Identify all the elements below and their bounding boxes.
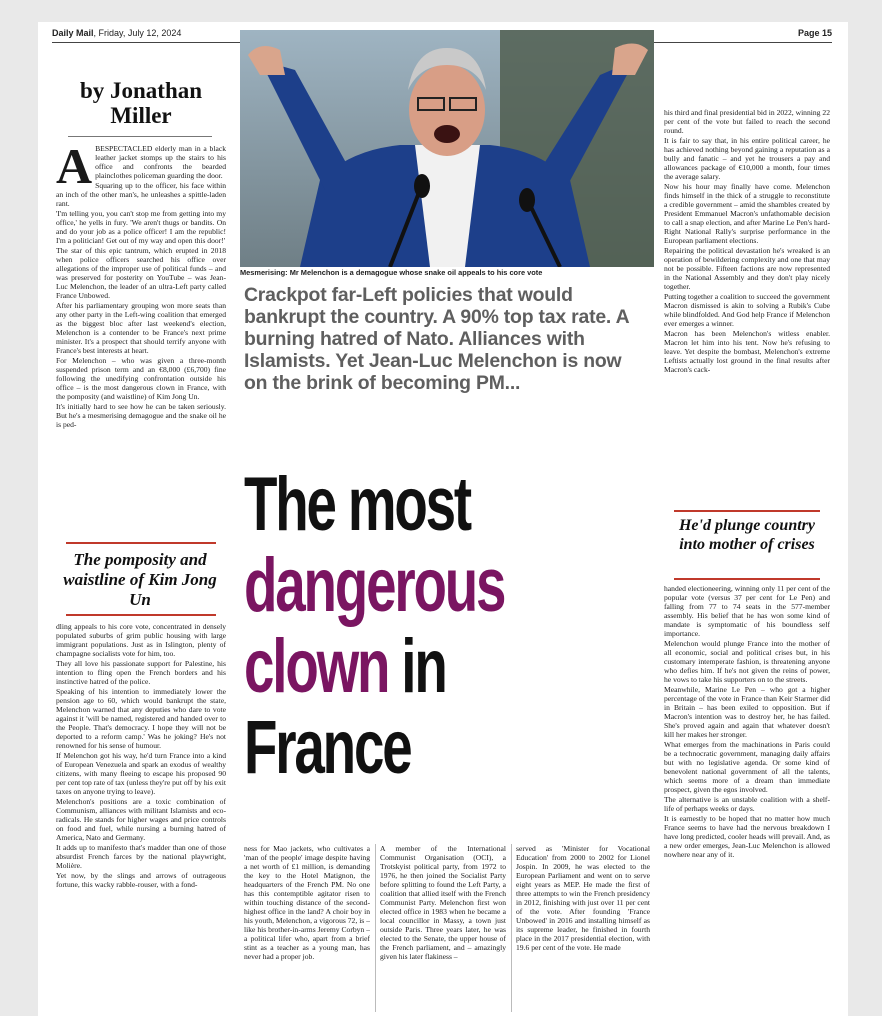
- article-column-bottom-3: [516, 844, 650, 1016]
- paragraph: What emerges from the machinations in Paris could be a technocratic government, managing daily affairs but with no legislative agenda. Or some kind of benevolent national government of all the talents, which seems more of a dream than immediate prospect, given the egos involved.: [664, 740, 830, 794]
- paragraph: dling appeals to his core vote, concentrated in densely populated suburbs of grim public housing with large immigrant populations. Just as in Islington, plenty of champagne socialists vote for him, too.: [56, 622, 226, 658]
- headline-line-2: dangerous: [244, 543, 505, 628]
- paragraph: It's initially hard to see how he can be taken seriously. But he's a mesmerising demagogue and the snake oil he is ped-: [56, 402, 226, 429]
- masthead-paper: Daily Mail: [52, 28, 94, 38]
- article-photo: [240, 30, 654, 267]
- photo-illustration: [240, 30, 654, 267]
- pullquote-left: The pomposity and waistline of Kim Jong Un: [63, 550, 217, 609]
- pullquote-right: He'd plunge country into mother of crises: [678, 517, 815, 553]
- paragraph: For Melenchon – who was given a three-month suspended prison term and an €8,000 (£6,700) fine following the unedifying confrontation outside his office – is the most dangerous clown in France, with the pomposity (and waistline) of Kim Jong Un.: [56, 356, 226, 401]
- masthead-date: Friday, July 12, 2024: [98, 28, 182, 38]
- paragraph: A member of the International Communist Organisation (OCI), a Trotskyist political party, from 1972 to 1976, he then joined the Socialist Party before splitting to found the Left Party, a coalition that allied itself with the French Communist Party. Melenchon first won elected office in 1983 when he became a local councillor in Massy, a town just outside Paris. Three years later, he was elected to the Senate, the upper house of the French parliament, and – amazingly given his later flakiness –: [380, 844, 506, 961]
- paragraph: It adds up to manifesto that's madder than one of those absurdist French farces by the national playwright, Molière.: [56, 843, 226, 870]
- paragraph: his third and final presidential bid in 2022, winning 22 per cent of the vote but failed to reach the second round.: [664, 108, 830, 135]
- article-column-left-top: [56, 144, 226, 550]
- paragraph: They all love his passionate support for Palestine, his intention to fling open the French borders and his instinctive hatred of the police.: [56, 659, 226, 686]
- paragraph: The alternative is an unstable coalition with a shelf-life of perhaps weeks or days.: [664, 795, 830, 813]
- paragraph: Speaking of his intention to immediately lower the pension age to 60, which would bankrupt the state, Melenchon warned that any deputies who dare to vote against it 'will be named, registered and handed over to the People. That's democracy. I hope they will not be deported to a reform camp.' Was he joking? He's not renowned for his sense of humour.: [56, 687, 226, 750]
- headline-line-3a: clown: [244, 624, 389, 709]
- pullquote-rule-top: [66, 542, 216, 544]
- column-divider: [375, 844, 376, 1012]
- paragraph: Yet now, by the slings and arrows of outrageous fortune, this wacky rabble-rouser, with a fond-: [56, 871, 226, 889]
- headline-line-4: France: [244, 705, 411, 790]
- paragraph: After his parliamentary grouping won more seats than any other party in the Left-wing coalition that emerged as the biggest bloc after last weekend's election, Melenchon is a contender to be France's next prime minister. It's a prospect that should terrify anyone with France's best interests at heart.: [56, 301, 226, 355]
- paragraph: ABESPECTACLED elderly man in a black leather jacket stomps up the stairs to his office and confronts the bearded plainclothes policeman guarding the door.: [56, 144, 226, 194]
- paragraph: The star of this epic tantrum, which erupted in 2018 when police officers searched his office over allegations of the improper use of political funds – and was preserved for posterity on YouTube – was Jean-Luc Melenchon, the leader of an ultra-Left party called France Unbowed.: [56, 246, 226, 300]
- paragraph: ness for Mao jackets, who cultivates a 'man of the people' image despite having a net worth of £1 million, is demanding the key to the Hotel Matignon, the headquarters of the French PM. No one has this contemptible agitator risen to within touching distance of the second-highest office in the land? A choir boy in his youth, Melenchon, a vigorous 72, is – like his brother-in-arms Jeremy Corbyn – a political lifer who, apart from a brief stint as a teacher as a young man, has never had a proper job.: [244, 844, 370, 961]
- pullquote-rule-top: [674, 510, 820, 512]
- article-column-bottom-2: [380, 844, 506, 1016]
- paragraph: Putting together a coalition to succeed the government Macron dismissed is akin to solving a Rubik's Cube while blindfolded. And God help France if Melenchon ever emerges a winner.: [664, 292, 830, 328]
- headline-line-1: The most: [244, 462, 470, 547]
- paragraph: Squaring up to the officer, his face within an inch of the other man's, he unleashes a spittle-laden rant.: [56, 181, 226, 208]
- headline-line-3b: in: [401, 624, 446, 709]
- paragraph: Melenchon would plunge France into the mother of all economic, social and political crises but, in his customary intemperate fashion, is threatening anyone who defies him. If he's not given the reins of power, he vows to take his supporters on to the streets.: [664, 639, 830, 684]
- article-column-left-bottom: [56, 622, 226, 1016]
- photo-caption: [240, 268, 654, 277]
- article-column-right-bottom: [664, 584, 830, 1016]
- paragraph: served as 'Minister for Vocational Education' from 2000 to 2002 for Lionel Jospin. In 2009, he was elected to the European Parliament and went on to serve eight years as MEP. He made the first of three attempts to win the French presidency in 2012, finishing with just over 11 per cent of the vote. After founding 'France Unbowed' in 2016 and installing himself as its supreme leader, he finished in fourth place in the 2017 presidential election, with 19.6 per cent of the vote. He made: [516, 844, 650, 952]
- paragraph: handed electioneering, winning only 11 per cent of the popular vote (versus 37 per cent for Le Pen) and falling from 77 to 74 seats in the 577-member assembly. His belief that he has won some kind of mandate is symptomatic of his boundless self importance.: [664, 584, 830, 638]
- article-column-right-top: [664, 108, 830, 502]
- headline: [244, 464, 541, 788]
- caption-lead: Mesmerising:: [240, 268, 288, 277]
- paragraph: If Melenchon got his way, he'd turn France into a kind of European Venezuela and spark an exodus of wealthy citizens, with many fleeing to escape his proposed 90 per cent top rate of tax (unless they're put off by his exit taxes on anyone trying to leave).: [56, 751, 226, 796]
- paragraph: Now his hour may finally have come. Melenchon finds himself in the thick of a struggle to reconstitute a credible government – amid the shambles created by President Emmanuel Macron's unfathomable decision to call a snap election, and after Marine Le Pen's hard-Right National Rally's surprise performance in the European parliament elections.: [664, 182, 830, 245]
- byline: by Jonathan Miller: [79, 78, 203, 128]
- pullquote-rule-bottom: [674, 578, 820, 580]
- paragraph: It is earnestly to be hoped that no matter how much France seems to have had the nervous breakdown I have long predicted, cooler heads will prevail. And, as a new order emerges, Jean-Luc Melenchon is allowed nowhere near any of it.: [664, 814, 830, 859]
- paragraph: Macron has been Melenchon's witless enabler. Macron let him into his tent. Now he's refusing to leave. Yet despite the bombast, Melenchon's extreme Leftists actually lost ground in the final results after Macron's cack-: [664, 329, 830, 374]
- article-column-bottom-1: [244, 844, 370, 1016]
- column-divider: [511, 844, 512, 1012]
- standfirst: Crackpot far-Left policies that would bankrupt the country. A 90% top tax rate. A burning hatred of Nato. Alliances with Islamists. Yet Jean-Luc Melenchon is now on the brink of becoming PM...: [244, 284, 629, 394]
- masthead-page: Page 15: [797, 28, 832, 38]
- pullquote-rule-bottom: [66, 614, 216, 616]
- paragraph: Repairing the political devastation he's wreaked is an operation of bewildering complexity and one that may not be possible. Fifteen factions are now represented in the National Assembly and they don't play nicely together.: [664, 246, 830, 291]
- paragraph: It is fair to say that, in his entire political career, he has achieved nothing beyond gaining a reputation as a bully and fanatic – and yet he trousers a pay and allowances package of €10,000 a month, four times the average salary.: [664, 136, 830, 181]
- paragraph: Meanwhile, Marine Le Pen – who got a higher percentage of the vote in France than Keir Starmer did in Britain – has been exiled to opposition. But if Macron's intention was to destroy her, he has failed. She's proved again and again that whatever doesn't kill her makes her stronger.: [664, 685, 830, 739]
- drop-cap: A: [56, 144, 93, 194]
- paragraph: Melenchon's positions are a toxic combination of Communism, alliances with militant Islamists and eco-radicals. He stands for higher wages and price controls on food and fuel, while nursing a burning hatred of America, Nato and Germany.: [56, 797, 226, 842]
- newspaper-page: [38, 22, 848, 1016]
- byline-rule: [68, 136, 212, 137]
- masthead: Daily Mail, Friday, July 12, 2024 Page 15: [52, 28, 832, 38]
- paragraph: 'I'm telling you, you can't stop me from getting into my office,' he yells in fury. 'We aren't thugs or bandits. On and do your job as a police officer! I am the republic! I'm a politician! Get out of my way and open this door!': [56, 209, 226, 245]
- caption-text: Mr Melenchon is a demagogue whose snake oil appeals to his core vote: [289, 268, 543, 277]
